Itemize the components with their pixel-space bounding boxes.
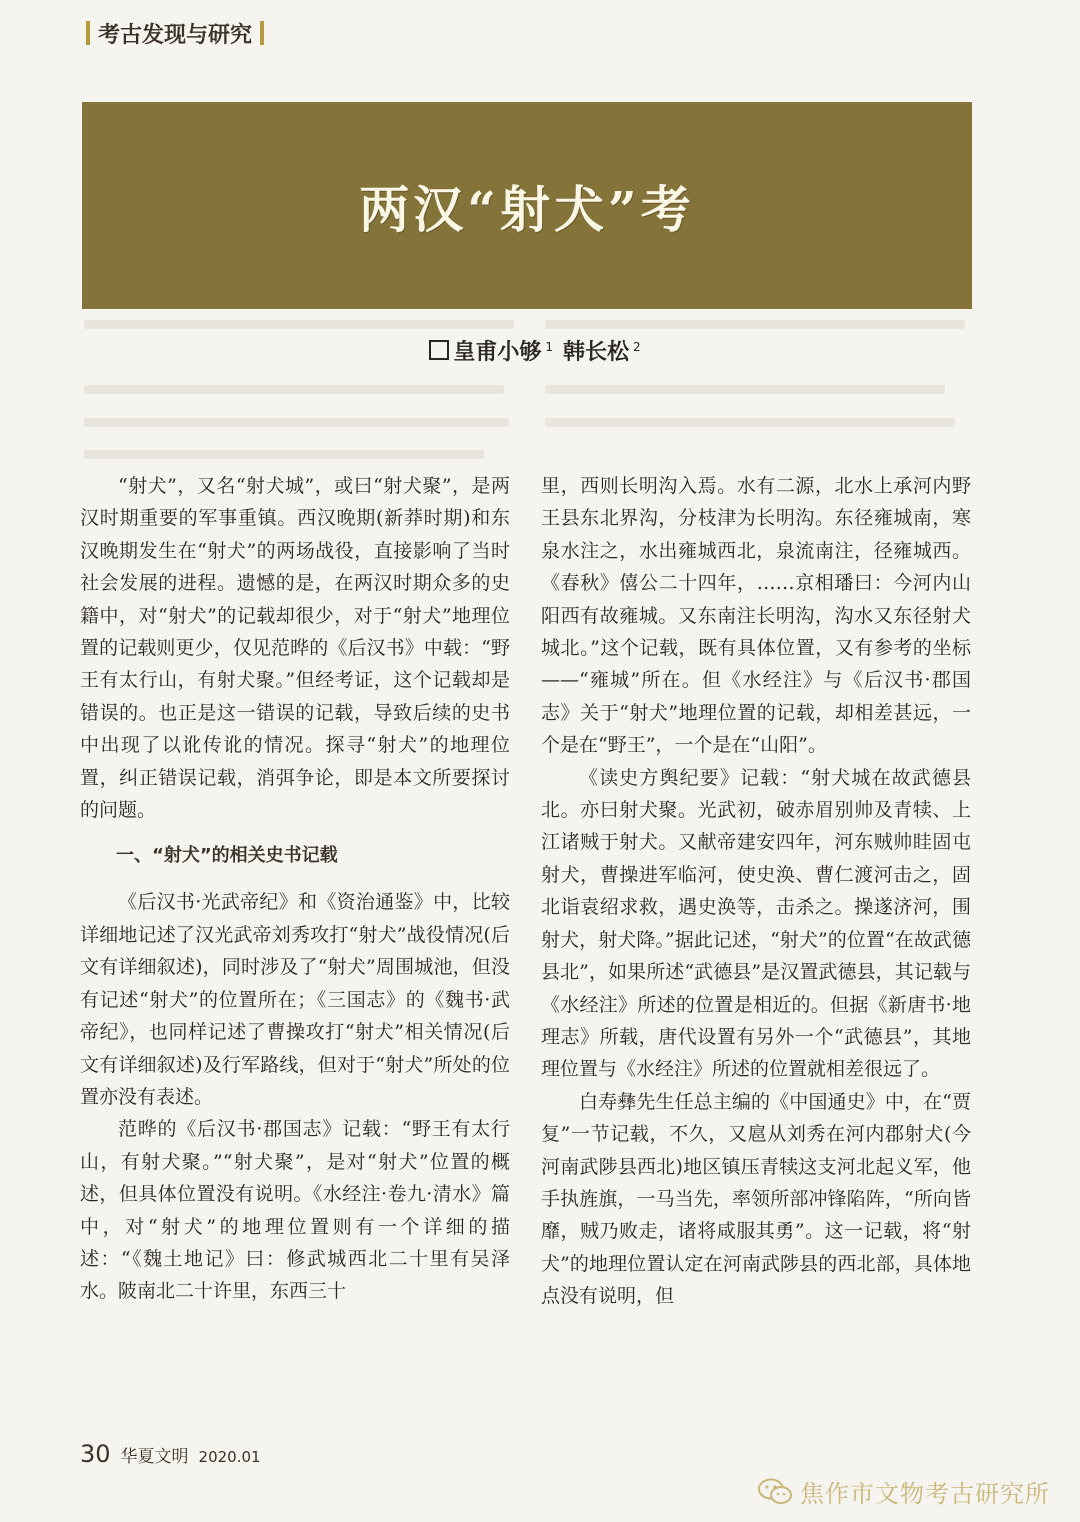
bleed-through-line xyxy=(545,320,965,329)
paragraph: 《读史方舆纪要》记载：“射犬城在故武德县北。亦曰射犬聚。光武初，破赤眉别帅及青犊、上江诸贼于射犬。又献帝建安四年，河东贼帅眭固屯射犬，曹操进军临河，使史涣、曹仁渡河击之，固北诣袁绍求救，遇史涣等，击杀之。操遂济河，围射犬，射犬降。”据此记述，“射犬”的位置“在故武德县北”，如果所述“武德县”是汉置武德县，其记载与《水经注》所述的位置是相近的。但据《新唐书·地理志》所载，唐代设置有另外一个“武德县”，其地理位置与《水经注》所述的位置就相差很远了。 xyxy=(541,766,971,1081)
author-name: 皇甫小够 xyxy=(453,340,542,365)
magazine-name: 华夏文明 xyxy=(120,1447,189,1467)
paragraph: “射犬”，又名“射犬城”，或曰“射犬聚”，是两汉时期重要的军事重镇。西汉晚期(新莽时期)和东汉晚期发生在“射犬”的两场战役，直接影响了当时社会发展的进程。遗憾的是，在两汉时期众多的史籍中，对“射犬”的记载却很少，对于“射犬”地理位置的记载则更少，仅见范晔的《后汉书》中载：“野王有太行山，有射犬聚。”但经考证，这个记载却是错误的。也正是这一错误的记载，导致后续的史书中出现了以讹传讹的情况。探寻“射犬”的地理位置，纠正错误记载，消弭争论，即是本文所要探讨的问题。 xyxy=(80,475,510,822)
page-number: 30 xyxy=(80,1440,111,1468)
author-line xyxy=(0,335,1080,366)
bleed-through-line xyxy=(84,320,514,329)
bleed-through-line xyxy=(84,450,484,459)
author-sup: 1 xyxy=(545,339,553,354)
page-footer xyxy=(80,1440,261,1468)
paragraph: 白寿彝先生任总主编的《中国通史》中，在“贾复”一节记载，不久，又扈从刘秀在河内郡射犬(今河南武陟县西北)地区镇压青犊这支河北起义军，他手执旌旗，一马当先，率领所部冲锋陷阵，“所向皆靡，贼乃败走，诸将咸服其勇”。这一记载，将“射犬”的地理位置认定在河南武陟县的西北部，具体地点没有说明，但 xyxy=(541,1090,971,1308)
article-title: 两汉“射犬”考 xyxy=(359,179,695,239)
author-box-icon xyxy=(429,340,449,360)
title-banner xyxy=(82,102,972,309)
author-sup: 2 xyxy=(633,339,641,354)
watermark xyxy=(758,1474,1050,1509)
author-name: 韩长松 xyxy=(563,340,630,365)
section-heading: 一、“射犬”的相关史书记载 xyxy=(116,845,338,867)
bleed-through-line xyxy=(84,418,509,427)
bleed-through-line xyxy=(84,385,504,394)
section-header xyxy=(78,18,272,48)
section-title: 考古发现与研究 xyxy=(98,22,253,48)
paragraph: 《后汉书·光武帝纪》和《资治通鉴》中，比较详细地记述了汉光武帝刘秀攻打“射犬”战役情况(后文有详细叙述)，同时涉及了“射犬”周围城池，但没有记述“射犬”的位置所在；《三国志》的《魏书·武帝纪》，也同样记述了曹操攻打“射犬”相关情况(后文有详细叙述)及行军路线，但对于“射犬”所处的位置亦没有表述。 xyxy=(80,891,510,1108)
left-column xyxy=(80,470,510,1410)
bleed-through-line xyxy=(545,385,945,394)
bleed-through-line xyxy=(545,418,955,427)
wechat-icon xyxy=(758,1478,792,1506)
header-bar-right xyxy=(260,21,264,45)
right-column xyxy=(541,470,971,1410)
watermark-text: 焦作市文物考古研究所 xyxy=(800,1480,1050,1508)
issue-number: 2020.01 xyxy=(198,1448,261,1466)
header-bar-left xyxy=(86,21,90,45)
paragraph: 范晔的《后汉书·郡国志》记载：“野王有太行山，有射犬聚。”“射犬聚”，是对“射犬”位置的概述，但具体位置没有说明。《水经注·卷九·清水》篇中，对“射犬”的地理位置则有一个详细的描述：“《魏土地记》曰：修武城西北二十里有吴泽水。陂南北二十许里，东西三十 xyxy=(80,1118,510,1303)
paragraph: 里，西则长明沟入焉。水有二源，北水上承河内野王县东北界沟，分枝津为长明沟。东径雍城南，寒泉水注之，水出雍城西北，泉流南注，径雍城西。《春秋》僖公二十四年，……京相璠曰：今河内山阳西有故雍城。又东南注长明沟，沟水又东径射犬城北。”这个记载，既有具体位置，又有参考的坐标——“雍城”所在。但《水经注》与《后汉书·郡国志》关于“射犬”地理位置的记载，却相差甚远，一个是在“野王”，一个是在“山阳”。 xyxy=(541,475,971,757)
